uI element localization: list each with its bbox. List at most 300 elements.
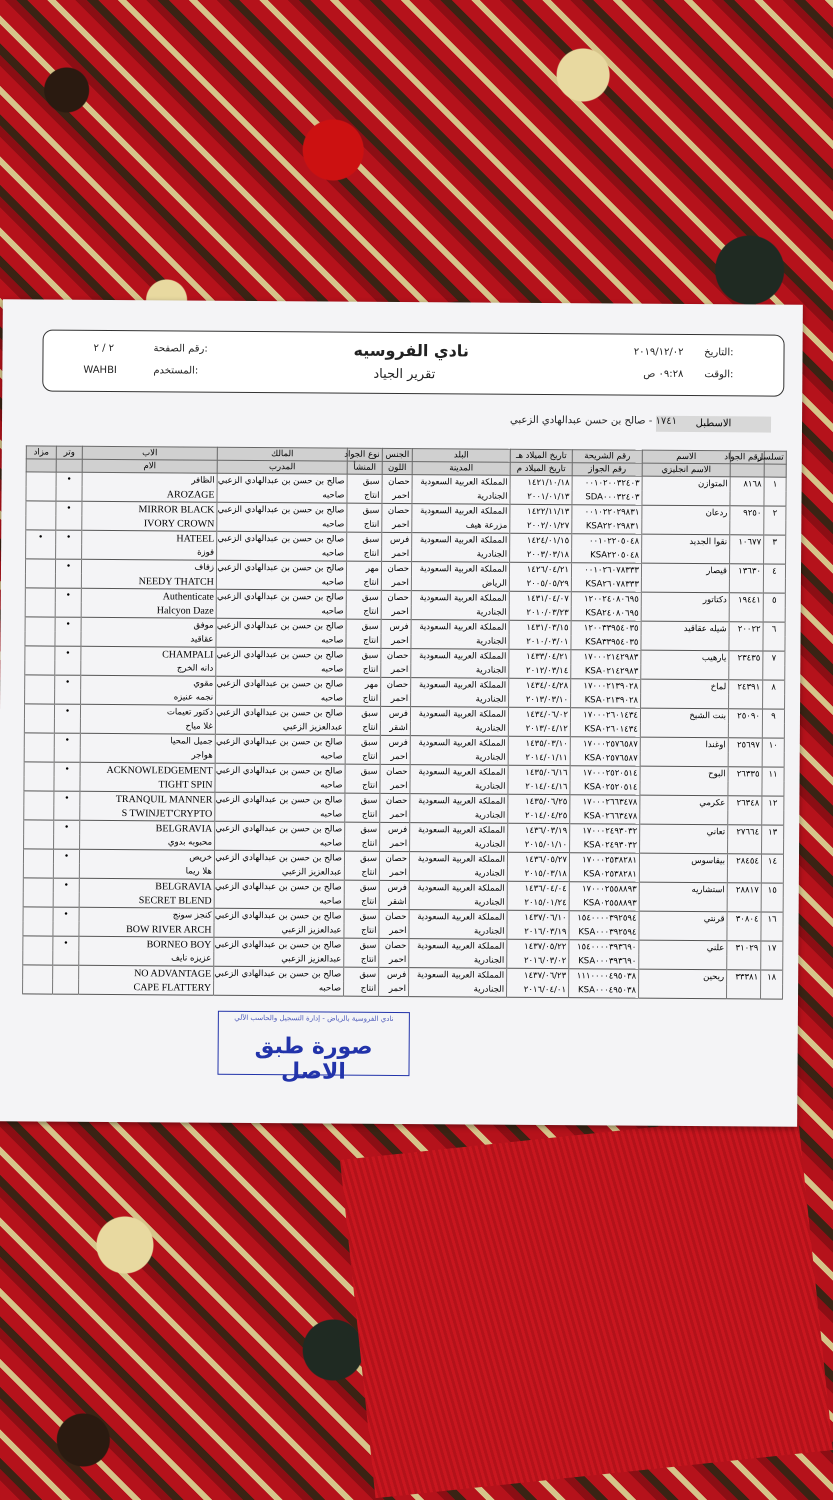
cell-type: سبق — [345, 735, 380, 750]
cell-empty — [727, 926, 761, 941]
cell-passport: KSA٠٠٠٣٩٣٦٩٠ — [569, 954, 639, 969]
column-header — [764, 464, 786, 477]
cell-origin: انتاج — [344, 924, 379, 939]
cell-empty — [55, 661, 81, 676]
cell-dob_g: ٢٠١٠/٠٣/٢٣ — [509, 606, 571, 621]
cell-owner: صالح بن حسن بن عبدالهادي الزعبي — [214, 908, 344, 923]
cell-dam: هواجر — [80, 748, 215, 763]
cell-type: سبق — [344, 938, 379, 953]
cell-dam: هلا ريما — [79, 864, 214, 879]
cell-city: مزرعة هيف — [412, 518, 510, 533]
cell-empty — [763, 579, 785, 594]
cell-empty — [727, 868, 761, 883]
cell-sire: الظافر — [82, 472, 217, 487]
cell-dob_g: ٢٠١٤/٠٤/٢٥ — [508, 809, 570, 824]
cell-color: احمر — [380, 779, 410, 794]
cell-auction — [24, 733, 54, 748]
column-header — [730, 464, 764, 477]
cell-origin: انتاج — [345, 837, 380, 852]
cell-city: الجنادرية — [409, 982, 507, 997]
cell-auction — [26, 472, 56, 487]
cell-empty — [728, 839, 762, 854]
cell-empty — [23, 892, 53, 907]
cell-chip: ١٧٠٠٠٢٥٥٨٨٩٣ — [569, 882, 639, 897]
cell-empty — [25, 660, 55, 675]
cell-type: سبق — [346, 590, 381, 605]
cell-dob_h: ١٤٣٦/٠٥/٢٧ — [507, 852, 569, 867]
cell-sire: كنجز سونج — [79, 907, 214, 922]
cell-trainer: صاحبه — [215, 807, 345, 822]
cell-dob_g: ٢٠١٢/٠٣/١٤ — [509, 664, 571, 679]
cell-dob_g: ٢٠١٥/٠١/٢٤ — [507, 896, 569, 911]
cell-color: احمر — [382, 518, 412, 533]
cell-empty — [729, 665, 763, 680]
cell-sex: حصان — [379, 909, 409, 924]
cell-trainer: صاحبه — [215, 749, 345, 764]
cell-empty — [54, 806, 80, 821]
cell-dob_g: ٢٠٠٣/٠٣/١٨ — [510, 548, 572, 563]
cell-dob_h: ١٤٣١/٠٣/١٥ — [509, 620, 571, 635]
column-header: رقم الجواز — [572, 463, 642, 476]
cell-auction — [24, 762, 54, 777]
cell-empty — [761, 927, 783, 942]
cell-empty — [24, 805, 54, 820]
cell-type: سبق — [346, 619, 381, 634]
cell-en — [639, 955, 727, 970]
cell-seq: ١٥ — [761, 883, 783, 898]
cell-empty — [728, 810, 762, 825]
cell-empty — [761, 985, 783, 1000]
cell-empty — [730, 549, 764, 564]
cell-country: المملكة العربية السعودية — [409, 852, 507, 867]
column-header: المنشأ — [347, 461, 382, 474]
cell-watar: • — [55, 588, 81, 603]
cell-color: احمر — [380, 750, 410, 765]
cell-empty — [728, 723, 762, 738]
cell-dob_g: ٢٠١٦/٠٣/١٩ — [507, 925, 569, 940]
cell-dob_g: ٢٠١٣/٠٣/١٠ — [509, 693, 571, 708]
cell-watar: • — [55, 617, 81, 632]
cell-empty — [53, 864, 79, 879]
cell-dob_h: ١٤٢٦/٠٤/٢١ — [509, 562, 571, 577]
cell-en — [640, 810, 728, 825]
cell-sire: NO ADVANTAGE — [79, 965, 214, 980]
cell-dam: غلا مياح — [80, 719, 215, 734]
cell-origin: انتاج — [346, 576, 381, 591]
cell-city: الجنادرية — [412, 489, 510, 504]
cell-name: ردعان — [642, 505, 730, 520]
cell-empty — [764, 492, 786, 507]
cell-auction — [26, 501, 56, 516]
cell-dob_h: ١٤٣٧/٠٦/١٠ — [507, 910, 569, 925]
cell-num: ٢٨٨١٧ — [727, 883, 761, 898]
cell-empty — [53, 893, 79, 908]
cell-en — [639, 897, 727, 912]
cell-empty — [729, 694, 763, 709]
cell-chip: ١٢٠٠٢٤٠٨٠٦٩٥ — [571, 592, 641, 607]
cell-origin: انتاج — [344, 953, 379, 968]
cell-chip: ٠٠١٠٢٢٠٥٠٤٨ — [572, 534, 642, 549]
cell-origin: انتاج — [345, 779, 380, 794]
cell-empty — [727, 955, 761, 970]
cell-dob_g: ٢٠١٥/٠٣/١٨ — [507, 867, 569, 882]
cell-seq: ٣ — [764, 535, 786, 550]
column-header: تسلسل — [764, 451, 786, 464]
cell-watar: • — [54, 704, 80, 719]
cell-en — [641, 665, 729, 680]
cell-empty — [730, 491, 764, 506]
cell-sex: فرس — [380, 706, 410, 721]
cell-empty — [24, 718, 54, 733]
cell-name: قيصار — [641, 563, 729, 578]
cell-empty — [763, 695, 785, 710]
cell-empty — [762, 811, 784, 826]
cell-chip: ١٧٠٠٠٢٥٢٠٥١٤ — [570, 766, 640, 781]
cell-trainer: عبدالعزيز الزعبي — [214, 952, 344, 967]
cell-num: ٢٨٤٥٤ — [727, 854, 761, 869]
cell-passport: KSA٠٢١٣٩٠٢٨ — [571, 693, 641, 708]
cell-sire: MIRROR BLACK — [82, 501, 217, 516]
cell-trainer: صاحبه — [216, 662, 346, 677]
cell-empty — [55, 690, 81, 705]
cell-empty — [764, 550, 786, 565]
cell-empty — [23, 921, 53, 936]
cell-empty — [53, 922, 79, 937]
cell-empty — [53, 980, 79, 995]
cell-empty — [55, 574, 81, 589]
cell-en — [641, 636, 729, 651]
cell-chip: ١٧٠٠٠٢٥٧٦٥٨٧ — [570, 737, 640, 752]
cell-sire: BELGRAVIA — [79, 878, 214, 893]
cell-passport: KSA٠٢٦٦٣٤٧٨ — [570, 809, 640, 824]
cell-chip: ١٧٠٠٠٢٦٦٣٤٧٨ — [570, 795, 640, 810]
cell-num: ٢٦٣٣٥ — [728, 767, 762, 782]
cell-owner: صالح بن حسن بن عبدالهادي الزعبي — [215, 705, 345, 720]
cell-passport: KSA٠٢٥٣٨٢٨١ — [569, 867, 639, 882]
cell-en — [640, 839, 728, 854]
cell-type: سبق — [347, 474, 382, 489]
cell-origin: انتاج — [344, 895, 379, 910]
cell-owner: صالح بن حسن بن عبدالهادي الزعبي — [215, 792, 345, 807]
cell-city: الجنادرية — [410, 721, 508, 736]
cell-watar: • — [54, 820, 80, 835]
cell-name: اوغندا — [640, 737, 728, 752]
cell-num: ٣١٠٢٩ — [727, 941, 761, 956]
user-value: WAHBI — [83, 364, 117, 377]
cell-sire: دكتور تعيمات — [80, 704, 215, 719]
cell-color: اشقر — [379, 895, 409, 910]
cell-empty — [23, 863, 53, 878]
cell-name: لماخ — [641, 679, 729, 694]
cell-empty — [727, 984, 761, 999]
cell-type: سبق — [346, 648, 381, 663]
cell-color: اشقر — [380, 721, 410, 736]
cell-origin: انتاج — [347, 489, 382, 504]
cell-country: المملكة العربية السعودية — [412, 475, 510, 490]
cell-passport: KSA٠٠٠٣٩٢٥٩٤ — [569, 925, 639, 940]
cell-owner: صالح بن حسن بن عبدالهادي الزعبي — [216, 676, 346, 691]
cell-trainer: عبدالعزيز الزعبي — [214, 923, 344, 938]
cell-dob_h: ١٤٣٦/٠٣/١٩ — [508, 823, 570, 838]
cell-seq: ٤ — [763, 564, 785, 579]
cell-empty — [25, 573, 55, 588]
cell-city: الجنادرية — [410, 750, 508, 765]
cell-empty — [764, 521, 786, 536]
cell-watar: • — [56, 501, 82, 516]
stamp-big-text: صورة طبق الاصل — [254, 1033, 373, 1085]
column-header: رقم الجواد — [730, 451, 764, 464]
cell-empty — [24, 834, 54, 849]
cell-chip: ٠٠١٠٢٢٠٢٩٨٣١ — [572, 505, 642, 520]
cell-dob_h: ١٤٣٥/٠٣/١٠ — [508, 736, 570, 751]
cell-seq: ٨ — [763, 680, 785, 695]
cell-owner: صالح بن حسن بن عبدالهادي الزعبي — [217, 531, 347, 546]
cell-sex: حصان — [381, 561, 411, 576]
cell-owner: صالح بن حسن بن عبدالهادي الزعبي — [215, 734, 345, 749]
cell-sex: فرس — [379, 967, 409, 982]
cell-country: المملكة العربية السعودية — [411, 678, 509, 693]
cell-en — [642, 520, 730, 535]
cell-color: احمر — [381, 663, 411, 678]
cell-dam: NEEDY THATCH — [81, 574, 216, 589]
cell-auction — [24, 791, 54, 806]
cell-dob_h: ١٤٣٥/٠٦/١٦ — [508, 765, 570, 780]
cell-color: احمر — [382, 547, 412, 562]
cell-empty — [763, 637, 785, 652]
cell-dob_g: ٢٠١٤/٠١/١١ — [508, 751, 570, 766]
cell-name: دكتاتور — [641, 592, 729, 607]
cell-num: ٢٠٠٢٢ — [729, 622, 763, 637]
cell-name: علني — [639, 940, 727, 955]
date-label: التاريخ: — [704, 347, 734, 359]
cell-seq: ٥ — [763, 593, 785, 608]
cell-empty — [53, 951, 79, 966]
cell-sex: فرس — [379, 880, 409, 895]
cell-seq: ١٨ — [761, 970, 783, 985]
cell-name: البوح — [640, 766, 728, 781]
column-header: الاب — [82, 446, 217, 460]
column-header: رقم الشريحة — [572, 450, 642, 463]
cell-empty — [762, 782, 784, 797]
cell-origin: انتاج — [346, 605, 381, 620]
cell-trainer: صاحبه — [216, 575, 346, 590]
cell-dob_g: ٢٠١٥/٠١/١٠ — [508, 838, 570, 853]
cell-type: سبق — [347, 503, 382, 518]
cell-trainer: عبدالعزيز الزعبي — [214, 865, 344, 880]
cell-trainer: صاحبه — [215, 778, 345, 793]
cell-num: ٢٥٠٩٠ — [728, 709, 762, 724]
cell-passport: KSA٢٤٠٨٠٦٩٥ — [571, 606, 641, 621]
cell-passport: KSA٣٣٩٥٤٠٣٥ — [571, 635, 641, 650]
cell-num: ٩٢٥٠ — [730, 506, 764, 521]
user-label: المستخدم: — [153, 365, 199, 377]
cell-type: سبق — [345, 822, 380, 837]
cell-color: احمر — [381, 605, 411, 620]
cell-num: ٣٣٣٨١ — [727, 970, 761, 985]
cell-empty — [25, 631, 55, 646]
cell-watar: • — [55, 559, 81, 574]
column-header: نوع الجواد — [347, 448, 382, 461]
cell-watar: • — [55, 646, 81, 661]
column-header: تاريخ الميلاد هـ — [510, 449, 572, 462]
cell-country: المملكة العربية السعودية — [412, 504, 510, 519]
cell-sex: فرس — [382, 532, 412, 547]
cell-city: الجنادرية — [409, 924, 507, 939]
cell-watar: • — [54, 733, 80, 748]
report-title: تقرير الجياد — [373, 366, 436, 383]
cell-name: ريحين — [639, 969, 727, 984]
cell-auction — [23, 936, 53, 951]
cell-country: المملكة العربية السعودية — [409, 939, 507, 954]
cell-country: المملكة العربية السعودية — [412, 533, 510, 548]
cell-empty — [54, 748, 80, 763]
cell-passport: KSA٠٢٥٢٠٥١٤ — [570, 780, 640, 795]
cell-empty — [56, 487, 82, 502]
cell-color: احمر — [380, 808, 410, 823]
cell-auction — [23, 907, 53, 922]
cell-num: ٣٠٨٠٤ — [727, 912, 761, 927]
cell-num: ١٠٦٧٧ — [730, 535, 764, 550]
cell-sex: حصان — [381, 590, 411, 605]
cell-chip: ٠٠١٠٢٠٠٣٢٤٠٣ — [572, 476, 642, 491]
cell-empty — [728, 781, 762, 796]
cell-dam: AROZAGE — [82, 487, 217, 502]
cell-type: سبق — [345, 706, 380, 721]
cell-passport: KSA٠٠٠٤٩٥٠٣٨ — [569, 983, 639, 998]
stamp-small-text: نادي الفروسية بالرياض - إدارة التسجيل والحاسب الآلي — [234, 1013, 394, 1023]
cell-sex: حصان — [380, 793, 410, 808]
column-header: الام — [82, 459, 217, 473]
cell-sire: BORNEO BOY — [79, 936, 214, 951]
cell-sire: ACKNOWLEDGEMENT — [80, 762, 215, 777]
cell-watar: • — [55, 675, 81, 690]
column-header: وتر — [56, 446, 82, 459]
cell-color: احمر — [380, 837, 410, 852]
cell-empty — [26, 486, 56, 501]
cell-num: ٢٦٣٤٨ — [728, 796, 762, 811]
cell-empty — [727, 897, 761, 912]
cell-origin: انتاج — [347, 547, 382, 562]
column-header: مزاد — [26, 446, 56, 459]
cell-sex: حصان — [382, 474, 412, 489]
cell-seq: ١٢ — [762, 796, 784, 811]
cell-name: بنت الشيخ — [640, 708, 728, 723]
cell-trainer: صاحبه — [217, 517, 347, 532]
cell-owner: صالح بن حسن بن عبدالهادي الزعبي — [214, 879, 344, 894]
cell-city: الجنادرية — [409, 895, 507, 910]
cell-en — [640, 723, 728, 738]
cell-chip: ١٧٠٠٠٢١٣٩٠٢٨ — [571, 679, 641, 694]
cell-empty — [26, 515, 56, 530]
cell-passport: KSA٢٢٠٢٩٨٣١ — [572, 519, 642, 534]
cell-auction — [25, 646, 55, 661]
cell-chip: ١٢٠٠٣٣٩٥٤٠٣٥ — [571, 621, 641, 636]
cell-trainer: صاحبه — [216, 691, 346, 706]
cell-type: مهر — [346, 677, 381, 692]
cell-dob_h: ١٤٣٤/٠٤/٢٨ — [509, 678, 571, 693]
cell-dob_h: ١٤٢١/١٠/١٨ — [510, 475, 572, 490]
cell-auction — [25, 559, 55, 574]
cell-color: احمر — [381, 634, 411, 649]
cell-passport: SDA٠٠٠٣٢٤٠٣ — [572, 490, 642, 505]
cell-seq: ٧ — [763, 651, 785, 666]
cell-empty — [24, 747, 54, 762]
cell-dob_g: ٢٠٠٢/٠١/٢٧ — [510, 519, 572, 534]
cell-passport: KSA٢٦٠٧٨٣٣٣ — [571, 577, 641, 592]
cell-dob_h: ١٤٣٧/٠٦/٢٣ — [507, 968, 569, 983]
cell-chip: ١٧٠٠٠٢١٤٢٩٨٣ — [571, 650, 641, 665]
cell-dam: عقاقيد — [81, 632, 216, 647]
cell-chip: ١٧٠٠٠٢٤٩٣٠٣٢ — [570, 824, 640, 839]
cell-passport: KSA٠٢١٤٢٩٨٣ — [571, 664, 641, 679]
cell-color: احمر — [379, 924, 409, 939]
cell-trainer: صاحبه — [214, 894, 344, 909]
cell-type: مهر — [346, 561, 381, 576]
cell-dob_h: ١٤٣٥/٠٦/٢٥ — [508, 794, 570, 809]
cell-owner: صالح بن حسن بن عبدالهادي الزعبي — [216, 618, 346, 633]
cell-type: سبق — [345, 793, 380, 808]
cell-name: شيله عقاقيد — [641, 621, 729, 636]
cell-chip: ١٧٠٠٠٢٦٠١٤٣٤ — [570, 708, 640, 723]
cell-owner: صالح بن حسن بن عبدالهادي الزعبي — [217, 473, 347, 488]
cell-name: يارهيب — [641, 650, 729, 665]
cell-empty — [55, 632, 81, 647]
time-label: الوقت: — [704, 369, 734, 381]
cell-en — [639, 926, 727, 941]
cell-name: بيقاسوس — [639, 853, 727, 868]
cell-owner: صالح بن حسن بن عبدالهادي الزعبي — [214, 966, 344, 981]
column-header — [26, 459, 56, 472]
club-name: نادي الفروسيه — [353, 340, 469, 361]
cell-auction — [25, 617, 55, 632]
cell-owner: صالح بن حسن بن عبدالهادي الزعبي — [216, 589, 346, 604]
cell-city: الجنادرية — [410, 837, 508, 852]
cell-num: ٢٤٣٩١ — [729, 680, 763, 695]
cell-passport: KSA٠٢٤٩٣٠٣٢ — [570, 838, 640, 853]
cell-empty — [729, 636, 763, 651]
stable-label: الاسطبل — [656, 416, 771, 433]
cell-type: سبق — [344, 851, 379, 866]
cell-owner: صالح بن حسن بن عبدالهادي الزعبي — [214, 937, 344, 952]
certified-copy-stamp — [217, 1011, 409, 1085]
cell-num: ١٣٦٣٠ — [729, 564, 763, 579]
cell-country: المملكة العربية السعودية — [411, 562, 509, 577]
cell-dob_g: ٢٠١٣/٠٤/١٢ — [508, 722, 570, 737]
cell-sex: فرس — [380, 735, 410, 750]
cell-city: الجنادرية — [411, 692, 509, 707]
cell-sire: CHAMPALI — [81, 646, 216, 661]
cell-empty — [54, 719, 80, 734]
cell-seq: ٢ — [764, 506, 786, 521]
page-value: ٢ / ٢ — [93, 342, 115, 354]
cell-en — [641, 694, 729, 709]
cell-watar: • — [53, 936, 79, 951]
cell-watar: • — [54, 791, 80, 806]
cell-seq: ١٣ — [762, 825, 784, 840]
cell-dob_g: ٢٠١٤/٠٤/١٦ — [508, 780, 570, 795]
cell-sex: حصان — [379, 851, 409, 866]
cell-origin: انتاج — [345, 721, 380, 736]
cell-origin: انتاج — [346, 634, 381, 649]
cell-chip: ١٥٤٠٠٠٠٣٩٣٦٩٠ — [569, 940, 639, 955]
cell-dam: CAPE FLATTERY — [79, 980, 214, 995]
cell-origin: انتاج — [345, 808, 380, 823]
cell-sire: مقوي — [81, 675, 216, 690]
cell-dob_g: ٢٠٠١/٠١/١٣ — [510, 490, 572, 505]
cell-passport: KSA٠٢٥٧٦٥٨٧ — [570, 751, 640, 766]
cell-country: المملكة العربية السعودية — [410, 765, 508, 780]
cell-country: المملكة العربية السعودية — [411, 620, 509, 635]
